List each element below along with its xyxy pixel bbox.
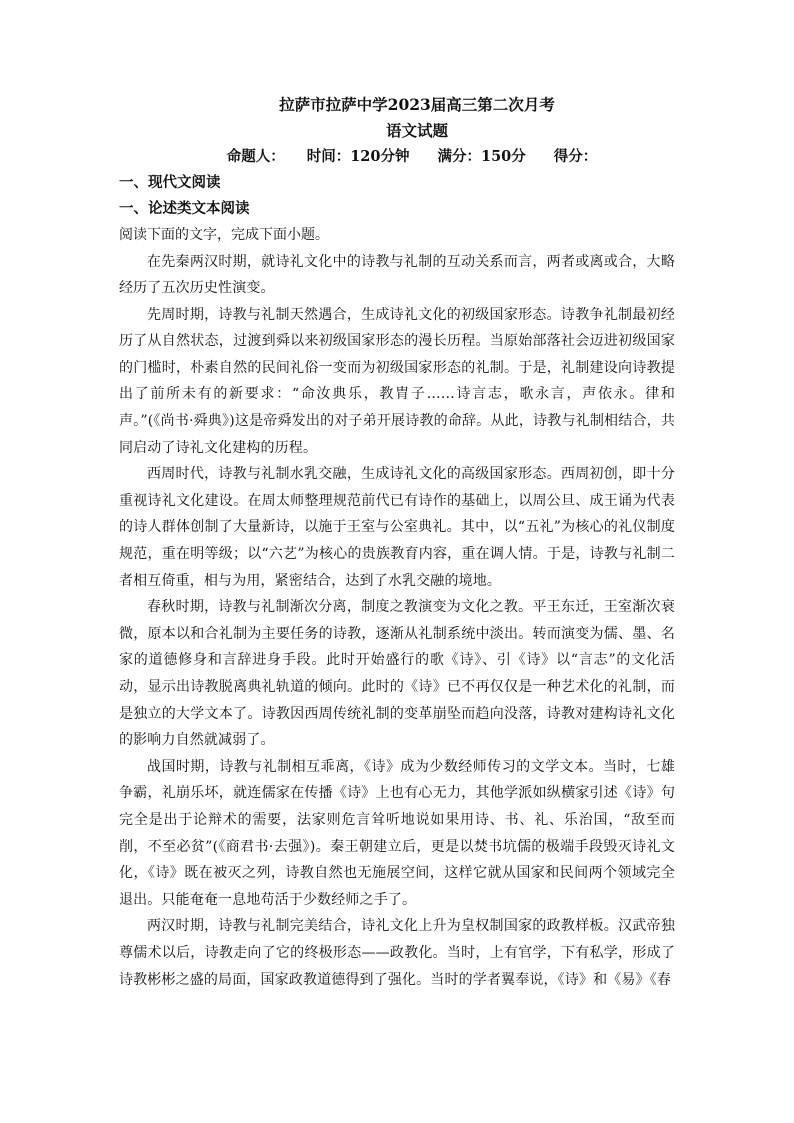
paragraph-intro: 在先秦两汉时期，就诗礼文化中的诗教与礼制的互动关系而言，两者或离或合，大略经历了五次历史性演变。 <box>119 253 675 297</box>
paragraph-xizhou: 西周时代，诗教与礼制水乳交融，生成诗礼文化的高级国家形态。西周初创，即十分重视诗礼文化建设。在周太师整理规范前代已有诗作的基础上，以周公旦、成王诵为代表的诗人群体创制了大量新诗，以施于王室与公室典礼。其中，以“五礼”为核心的礼仪制度规范，重在明等级；以“六艺”为核心的贵族教育内容，重在调人情。于是，诗教与礼制二者相互倚重，相与为用，紧密结合，达到了水乳交融的境地。 <box>119 466 675 589</box>
meta-result: 得分： <box>553 148 598 165</box>
exam-meta <box>119 144 675 170</box>
exam-page <box>119 92 675 993</box>
section-heading-modern-reading: 一、现代文阅读 <box>119 174 221 191</box>
paragraph-chunqiu: 春秋时期，诗教与礼制渐次分离，制度之教演变为文化之教。平王东迁，王室渐次衰微，原本以和合礼制为主要任务的诗教，逐渐从礼制系统中淡出。转而演变为儒、墨、名家的道德修身和言辞进身手段。此时开始盛行的歌《诗》、引《诗》以“言志”的文化活动，显示出诗教脱离典礼轨道的倾向。此时的《诗》已不再仅仅是一种艺术化的礼制，而是独立的大学文本了。诗教因西周传统礼制的变革崩坠而趋向没落，诗教对建构诗礼文化的影响力自然就减弱了。 <box>119 599 675 749</box>
paragraph-zhanguo: 战国时期，诗教与礼制相互乖离，《诗》成为少数经师传习的文学文本。当时，七雄争霸，礼崩乐坏，就连儒家在传播《诗》上也有心无力，其他学派如纵横家引述《诗》句完全是出于论辩术的需要，法家则危言耸听地说如果用诗、书、礼、乐治国，“敌至而削，不至必贫”(《商君书·去强》)。秦王朝建立后，更是以焚书坑儒的极端手段毁灭诗礼文化，《诗》既在被灭之列，诗教自然也无施展空间，这样它就从国家和民间两个领域完全退出。只能奄奄一息地苟活于少数经师之手了。 <box>119 758 675 908</box>
paragraph-lianghan: 两汉时期，诗教与礼制完美结合，诗礼文化上升为皇权制国家的政教样板。汉武帝独尊儒术以后，诗教走向了它的终极形态——政教化。当时，上有官学，下有私学，形成了诗教彬彬之盛的局面，国家政教道德得到了强化。当时的学者翼奉说，《诗》和《易》《春 <box>119 918 675 988</box>
meta-time: 时间：120分钟 <box>306 148 410 165</box>
meta-score: 满分：150分 <box>437 148 526 165</box>
exam-subtitle: 语文试题 <box>385 121 448 140</box>
paragraph-xianzhou: 先周时期，诗教与礼制天然遇合，生成诗礼文化的初级国家形态。诗教争礼制最初经历了从自然状态，过渡到舜以来初级国家形态的漫长历程。当原始部落社会迈进初级国家的门槛时，朴素自然的民间礼俗一变而为初级国家形态的礼制。于是，礼制建设向诗教提出了前所未有的新要求：“命汝典乐，教胄子……诗言志，歌永言，声依永。律和声。”(《尚书·舜典》)这是帝舜发出的对子弟开展诗教的命辞。从此，诗教与礼制相结合，共同启动了诗礼文化建构的历程。 <box>119 306 675 456</box>
exam-title: 拉萨市拉萨中学2023届高三第二次月考 <box>279 95 555 114</box>
meta-author: 命题人： <box>226 148 285 165</box>
reading-instruction: 阅读下面的文字，完成下面小题。 <box>119 227 329 243</box>
section-heading-argumentative: 一、论述类文本阅读 <box>119 200 250 217</box>
